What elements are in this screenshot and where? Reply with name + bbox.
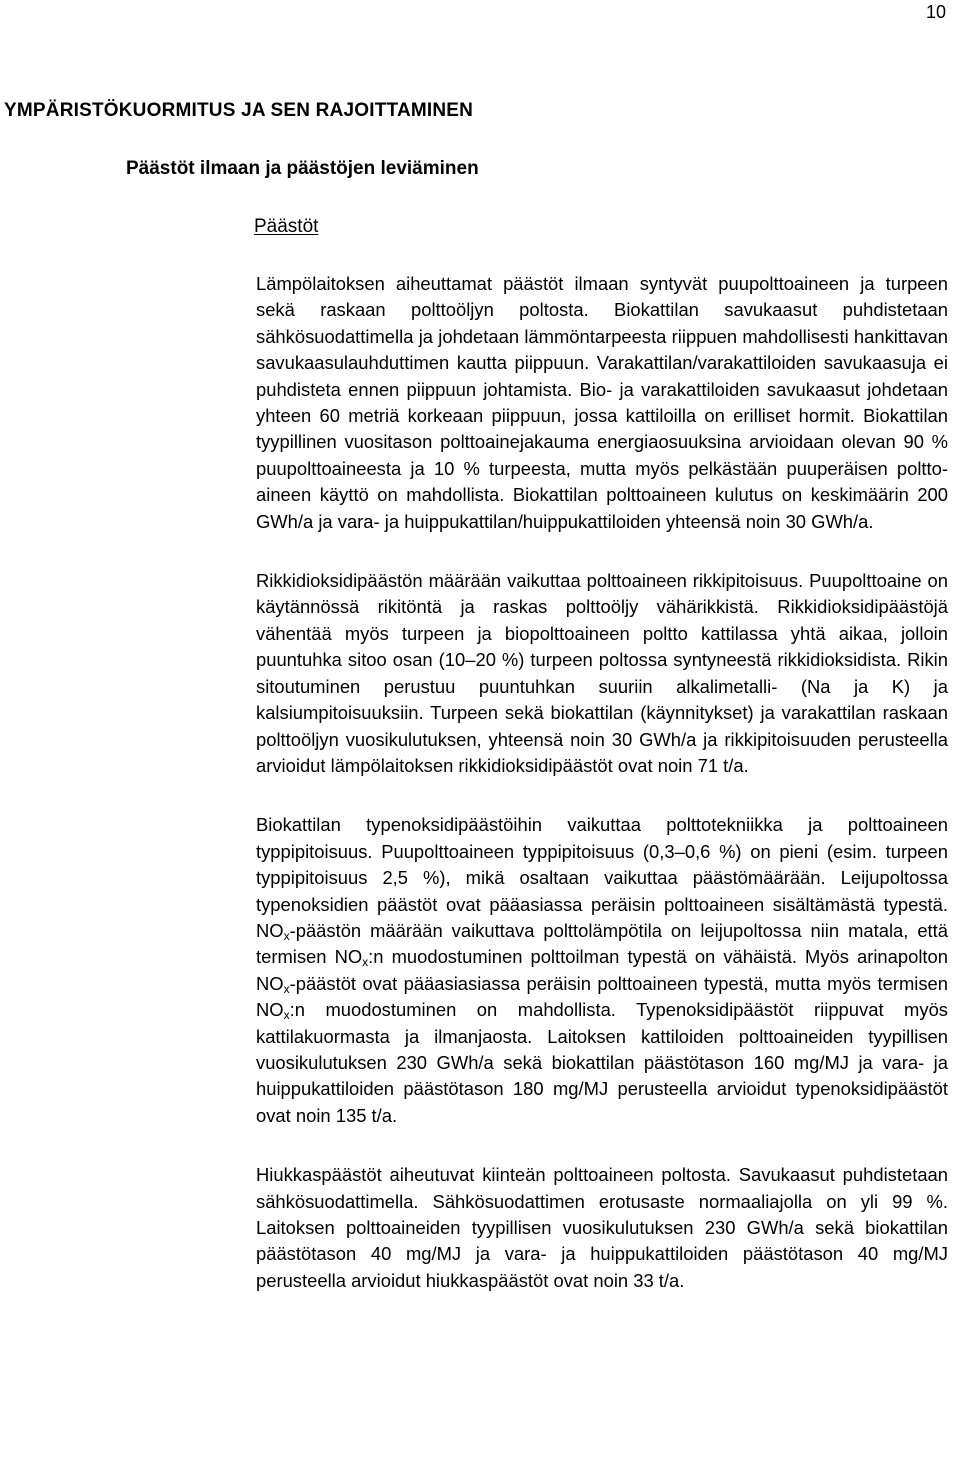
main-heading: YMPÄRISTÖKUORMITUS JA SEN RAJOITTAMINEN: [4, 100, 474, 121]
paragraph-sulfur-dioxide: Rikkidioksidipäästön määrään vaikuttaa polttoaineen rikkipitoisuus. Puupolttoaine on käytännössä rikitöntä ja raskas polttoöljy vähärikkistä. Rikkidioksidipäästöjä vähentää myös turpeen ja biopolttoaineen poltto kattilassa yhtä aikaa, jolloin puuntuhka sitoo osan (10–20 %) turpeen poltossa syntyneestä rikkidioksidista. Rikin sitoutuminen perustuu puuntuhkan suuriin alkalimetalli- (Na ja K) ja kalsiumpitoisuuksiin. Turpeen sekä biokattilan (käynnitykset) ja varakattilan raskaan polttoöljyn vuosikulutuksen, yhteensä noin 30 GWh/a ja rikkipitoisuuden perusteella arvioidut lämpölaitoksen rikkidioksidipäästöt ovat noin 71 t/a.: [256, 570, 948, 776]
nox-text-part: Biokattilan typenoksidipäästöihin vaikuttaa polttotekniikka ja polttoaineen typpipitoisuus. Puupolttoaineen typpipitoisuus (0,3–0,6 %) on pieni (esim. turpeen typpipitoisuus 2,5 %), mikä osaltaan vaikuttaa päästömäärään. Leijupoltossa typenoksidien päästöt ovat pääasiassa peräisin polttoaineen sisältämästä typestä. NO: [256, 814, 948, 941]
paragraph-nitrogen-oxides: [256, 812, 948, 1129]
section-heading: Päästöt: [254, 216, 319, 237]
nox-subscript: x: [283, 928, 290, 943]
nox-text-part: :n muodostuminen on mahdollista. Typenoksidipäästöt riippuvat myös kattilakuormasta ja ilmanjaosta. Laitoksen kattiloiden polttoaineiden tyypillisen vuosikulutuksen 230 GWh/a sekä biokattilan päästötason 160 mg/MJ ja vara- ja huippukattiloiden päästötason 180 mg/MJ perusteella arvioidut typenoksidipäästöt ovat noin 135 t/a.: [256, 999, 948, 1126]
nox-subscript: x: [362, 955, 369, 970]
nox-subscript: x: [283, 981, 290, 996]
nox-text-part: :n muodostuminen polttoilman typestä on vähäistä. Myös arinapolton NO: [256, 946, 948, 994]
page-number: 10: [925, 2, 946, 22]
nox-text-part: -päästön määrään vaikuttava polttolämpötila on leijupoltossa niin matala, että termisen NO: [256, 919, 948, 968]
paragraph-emissions-overview: Lämpölaitoksen aiheuttamat päästöt ilmaan syntyvät puupolttoaineen ja turpeen sekä raskaan polttoöljyn poltosta. Biokattilan savukaasut puhdistetaan sähkösuodattimella ja johdetaan lämmöntarpeesta riippuen mahdollisesti hankittavan savukaasulauhduttimen kautta piippuun. Varakattilan/varakattiloiden savukaasuja ei puhdisteta ennen piippuun johtamista. Bio- ja varakattiloiden savukaasut johdetaan yhteen 60 metriä korkeaan piippuun, jossa kattiloilla on erilliset hormit. Biokattilan tyypillinen vuositason polttoainejakauma energiaosuuksina arvioidaan olevan 90 % puupolttoaineesta ja 10 % turpeesta, mutta myös pelkästään puuperäisen polttoaineen käyttö on mahdollista. Biokattilan polttoaineen kulutus on keskimäärin 200 GWh/a ja vara- ja huippukattilan/huippukattiloiden yhteensä noin 30 GWh/a.: [256, 273, 948, 532]
nox-text-part: -päästöt ovat pääasiasiassa peräisin polttoaineen typestä, mutta myös termisen NO: [256, 972, 948, 1021]
body-text: [256, 271, 948, 1327]
sub-heading: Päästöt ilmaan ja päästöjen leviäminen: [126, 158, 479, 179]
nox-subscript: x: [283, 1008, 290, 1023]
paragraph-particulates: Hiukkaspäästöt aiheutuvat kiinteän polttoaineen poltosta. Savukaasut puhdistetaan sähkösuodattimella. Sähkösuodattimen erotusaste normaaliajolla on yli 99 %. Laitoksen polttoaineiden tyypillisen vuosikulutuksen 230 GWh/a sekä biokattilan päästötason 40 mg/MJ ja vara- ja huippukattiloiden päästötason 40 mg/MJ perusteella arvioidut hiukkaspäästöt ovat noin 33 t/a.: [256, 1164, 948, 1291]
